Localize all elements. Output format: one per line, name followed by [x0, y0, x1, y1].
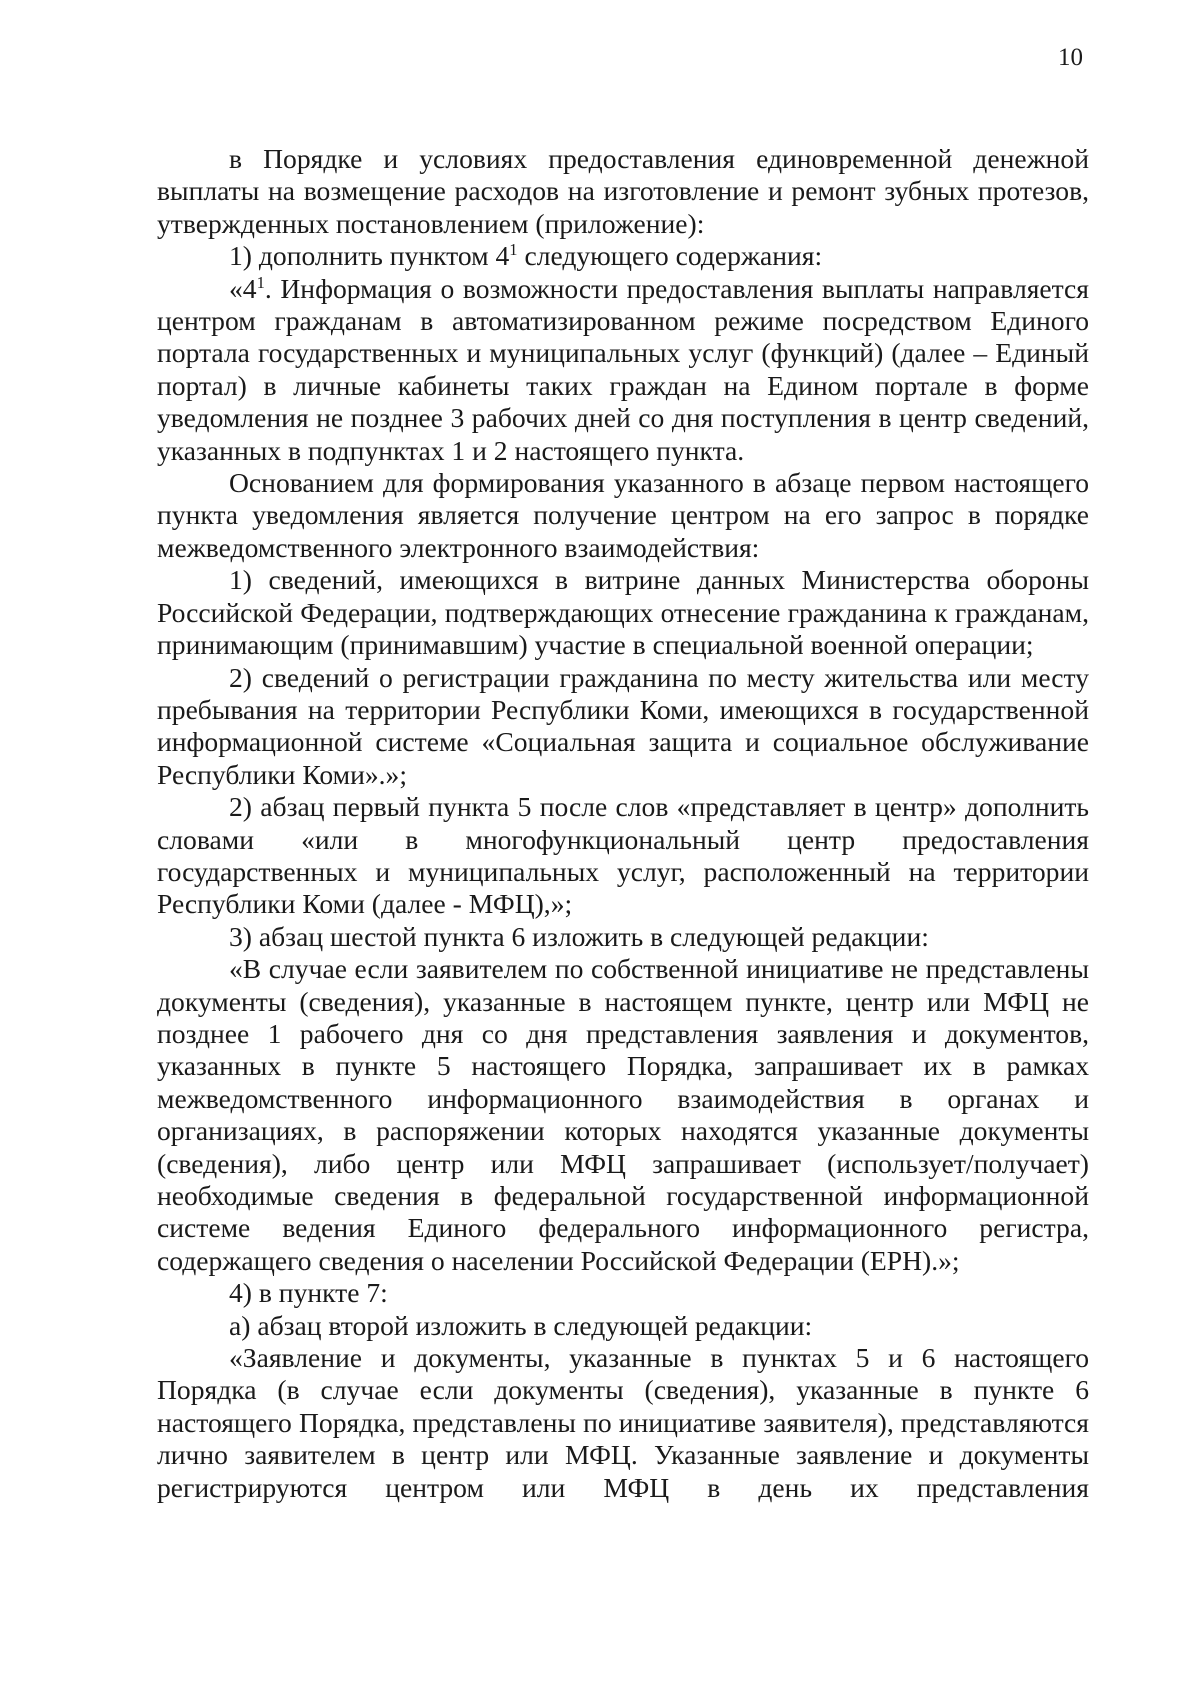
paragraph-subitem-1: 1) сведений, имеющихся в витрине данных Министерства обороны Российской Федерации, подтверждающих отнесение гражданина к гражданам, принимающим (принимавшим) участие в специальной военной операции; — [157, 564, 1089, 661]
paragraph-amendment-3: 3) абзац шестой пункта 6 изложить в следующей редакции: — [229, 920, 929, 952]
superscript-1: 1 — [256, 272, 265, 292]
paragraph-item-4-1 — [157, 273, 1089, 467]
paragraph-amendment-4: 4) в пункте 7: — [229, 1277, 388, 1309]
paragraph-basis: Основанием для формирования указанного в абзаце первом настоящего пункта уведомления является получение центром на его запрос в порядке межведомственного электронного взаимодействия: — [157, 467, 1089, 563]
paragraph-amendment-4a-text: «Заявление и документы, указанные в пунктах 5 и 6 настоящего Порядка (в случае если документы (сведения), указанные в пункте 6 настоящего Порядка, представлены по инициативе заявителя), представляются лично заявителем в центр или МФЦ. Указанные заявление и документы регистрируются центром или МФЦ в день их представления — [157, 1342, 1089, 1503]
paragraph-amendment-1 — [157, 240, 1089, 272]
superscript-1: 1 — [509, 240, 518, 260]
paragraph-item-4-1-text-a: «4 — [229, 272, 257, 304]
paragraph-amendment-1-text-a: 1) дополнить пунктом 4 — [229, 240, 510, 272]
paragraph-amendment-1-text-b: следующего содержания: — [517, 240, 823, 272]
paragraph-item-4-1-text-b: . Информация о возможности предоставления выплаты направляется центром гражданам в автоматизированном режиме посредством Единого портала государственных и муниципальных услуг (функций) (далее – Единый портал) в личные кабинеты таких граждан на Едином портале в форме уведомления не позднее 3 рабочих дней со дня поступления в центр сведений, указанных в подпунктах 1 и 2 настоящего пункта. — [157, 272, 1089, 466]
paragraph-amendment-4a: а) абзац второй изложить в следующей редакции: — [229, 1309, 813, 1341]
paragraph-amendment-3-text: «В случае если заявителем по собственной инициативе не представлены документы (сведения), указанные в настоящем пункте, центр или МФЦ не позднее 1 рабочего дня со дня представления заявления и документов, указанных в пункте 5 настоящего Порядка, запрашивает их в рамках межведомственного информационного взаимодействия в органах и организациях, в распоряжении которых находятся указанные документы (сведения), либо центр или МФЦ запрашивает (использует/получает) необходимые сведения в федеральной государственной информационной системе ведения Единого федерального информационного регистра, содержащего сведения о населении Российской Федерации (ЕРН).»; — [157, 953, 1089, 1276]
document-body — [157, 143, 1089, 1504]
paragraph-subitem-2: 2) сведений о регистрации гражданина по месту жительства или месту пребывания на территории Республики Коми, имеющихся в государственной информационной системе «Социальная защита и социальное обслуживание Республики Коми».»; — [157, 661, 1089, 790]
paragraph-intro: в Порядке и условиях предоставления единовременной денежной выплаты на возмещение расходов на изготовление и ремонт зубных протезов, утвержденных постановлением (приложение): — [157, 143, 1089, 239]
paragraph-amendment-2: 2) абзац первый пункта 5 после слов «представляет в центр» дополнить словами «или в многофункциональный центр предоставления государственных и муниципальных услуг, расположенный на территории Республики Коми (далее - МФЦ),»; — [157, 791, 1089, 920]
page-number: 10 — [1058, 44, 1083, 71]
